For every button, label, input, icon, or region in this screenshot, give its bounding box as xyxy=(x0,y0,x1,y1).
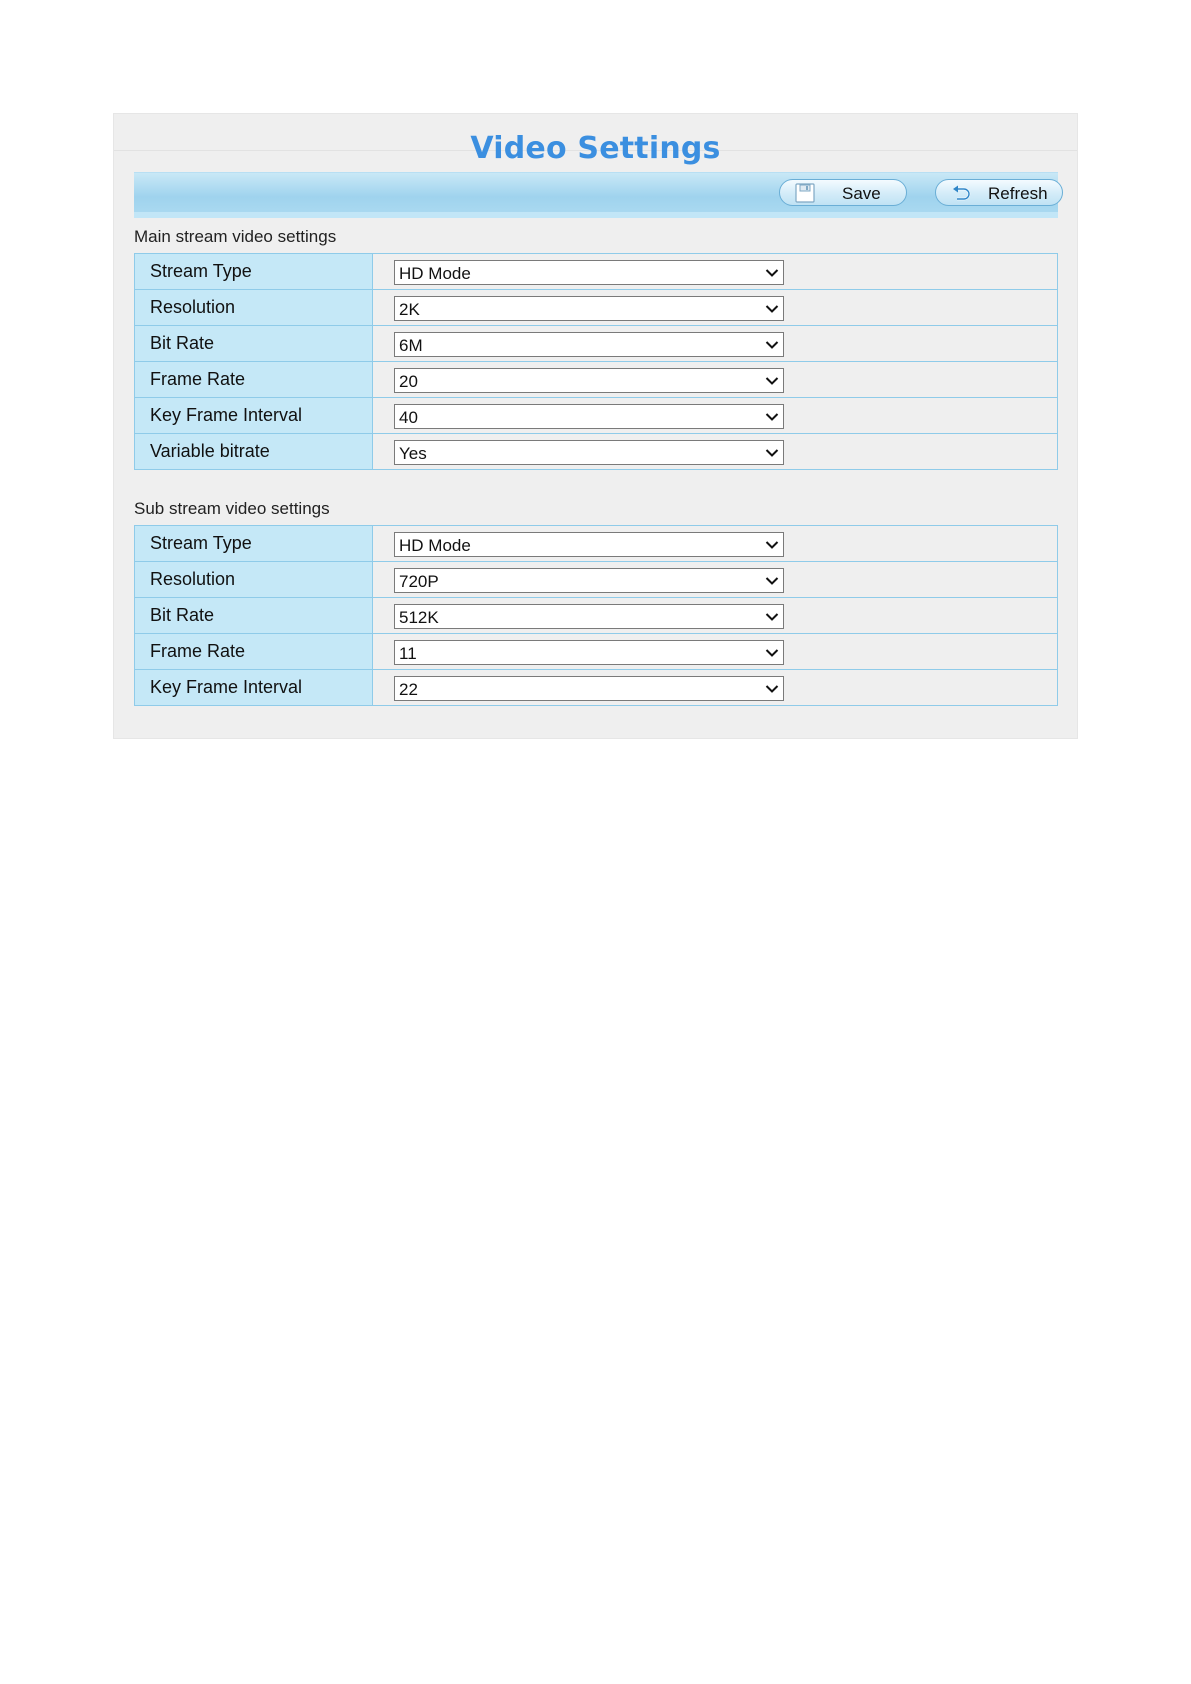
main-stream-value-cell-frame-rate xyxy=(373,362,1058,398)
main-stream-label-resolution: Resolution xyxy=(135,290,373,326)
sub-stream-label-resolution: Resolution xyxy=(135,562,373,598)
refresh-button[interactable] xyxy=(935,179,1063,206)
main-stream-resolution-select[interactable] xyxy=(394,296,784,321)
main-stream-row-key-frame-interval xyxy=(135,398,1058,434)
sub-stream-stream-type-select[interactable] xyxy=(394,532,784,557)
chevron-down-icon[interactable] xyxy=(764,609,780,625)
chevron-down-icon[interactable] xyxy=(764,573,780,589)
sub-stream-frame-rate-select[interactable] xyxy=(394,640,784,665)
title-row xyxy=(114,114,1077,166)
sub-stream-settings-table xyxy=(134,525,1058,706)
sub-stream-row-key-frame-interval xyxy=(135,670,1058,706)
main-stream-frame-rate-selected-value: 20 xyxy=(399,372,418,391)
sub-stream-label-bit-rate: Bit Rate xyxy=(135,598,373,634)
sub-stream-label-stream-type: Stream Type xyxy=(135,526,373,562)
page-title: Video Settings xyxy=(470,131,721,166)
main-stream-value-cell-bit-rate xyxy=(373,326,1058,362)
sub-stream-resolution-selected-value: 720P xyxy=(399,572,439,591)
main-stream-key-frame-interval-select[interactable] xyxy=(394,404,784,429)
main-stream-bit-rate-select[interactable] xyxy=(394,332,784,357)
sub-stream-bit-rate-selected-value: 512K xyxy=(399,608,439,627)
chevron-down-icon[interactable] xyxy=(764,409,780,425)
chevron-down-icon[interactable] xyxy=(764,445,780,461)
chevron-down-icon[interactable] xyxy=(764,645,780,661)
main-stream-row-bit-rate xyxy=(135,326,1058,362)
main-stream-label-variable-bitrate: Variable bitrate xyxy=(135,434,373,470)
sub-stream-value-cell-frame-rate xyxy=(373,634,1058,670)
main-stream-label-stream-type: Stream Type xyxy=(135,254,373,290)
main-stream-settings-table xyxy=(134,253,1058,470)
sub-stream-key-frame-interval-selected-value: 22 xyxy=(399,680,418,699)
save-button-label: Save xyxy=(842,184,881,203)
main-stream-frame-rate-select[interactable] xyxy=(394,368,784,393)
main-stream-variable-bitrate-select[interactable] xyxy=(394,440,784,465)
undo-arrow-icon xyxy=(950,183,972,203)
chevron-down-icon[interactable] xyxy=(764,337,780,353)
main-stream-label-key-frame-interval: Key Frame Interval xyxy=(135,398,373,434)
sub-stream-label-frame-rate: Frame Rate xyxy=(135,634,373,670)
main-stream-section-title: Main stream video settings xyxy=(134,227,337,246)
sub-stream-section-title: Sub stream video settings xyxy=(134,499,330,518)
main-stream-row-resolution xyxy=(135,290,1058,326)
save-button[interactable] xyxy=(779,179,907,206)
main-stream-row-frame-rate xyxy=(135,362,1058,398)
main-stream-value-cell-resolution xyxy=(373,290,1058,326)
main-stream-row-stream-type xyxy=(135,254,1058,290)
sub-stream-bit-rate-select[interactable] xyxy=(394,604,784,629)
main-stream-bit-rate-selected-value: 6M xyxy=(399,336,423,355)
toolbar-divider xyxy=(134,212,1058,218)
sub-stream-resolution-select[interactable] xyxy=(394,568,784,593)
main-stream-key-frame-interval-selected-value: 40 xyxy=(399,408,418,427)
sub-stream-frame-rate-selected-value: 11 xyxy=(399,644,417,663)
main-stream-label-bit-rate: Bit Rate xyxy=(135,326,373,362)
chevron-down-icon[interactable] xyxy=(764,373,780,389)
main-stream-stream-type-selected-value: HD Mode xyxy=(399,264,471,283)
sub-stream-value-cell-stream-type xyxy=(373,526,1058,562)
sub-stream-row-frame-rate xyxy=(135,634,1058,670)
main-stream-value-cell-variable-bitrate xyxy=(373,434,1058,470)
sub-stream-row-resolution xyxy=(135,562,1058,598)
chevron-down-icon[interactable] xyxy=(764,681,780,697)
main-stream-stream-type-select[interactable] xyxy=(394,260,784,285)
floppy-disk-icon xyxy=(794,183,816,203)
main-stream-value-cell-stream-type xyxy=(373,254,1058,290)
sub-stream-row-stream-type xyxy=(135,526,1058,562)
sub-stream-value-cell-resolution xyxy=(373,562,1058,598)
main-stream-resolution-selected-value: 2K xyxy=(399,300,420,319)
sub-stream-value-cell-key-frame-interval xyxy=(373,670,1058,706)
sub-stream-stream-type-selected-value: HD Mode xyxy=(399,536,471,555)
sub-stream-value-cell-bit-rate xyxy=(373,598,1058,634)
sub-stream-row-bit-rate xyxy=(135,598,1058,634)
chevron-down-icon[interactable] xyxy=(764,265,780,281)
chevron-down-icon[interactable] xyxy=(764,301,780,317)
chevron-down-icon[interactable] xyxy=(764,537,780,553)
main-stream-value-cell-key-frame-interval xyxy=(373,398,1058,434)
sub-stream-label-key-frame-interval: Key Frame Interval xyxy=(135,670,373,706)
main-stream-label-frame-rate: Frame Rate xyxy=(135,362,373,398)
main-stream-variable-bitrate-selected-value: Yes xyxy=(399,444,427,463)
toolbar xyxy=(134,172,1058,213)
video-settings-panel xyxy=(113,113,1078,739)
refresh-button-label: Refresh xyxy=(988,184,1048,203)
main-stream-row-variable-bitrate xyxy=(135,434,1058,470)
sub-stream-key-frame-interval-select[interactable] xyxy=(394,676,784,701)
